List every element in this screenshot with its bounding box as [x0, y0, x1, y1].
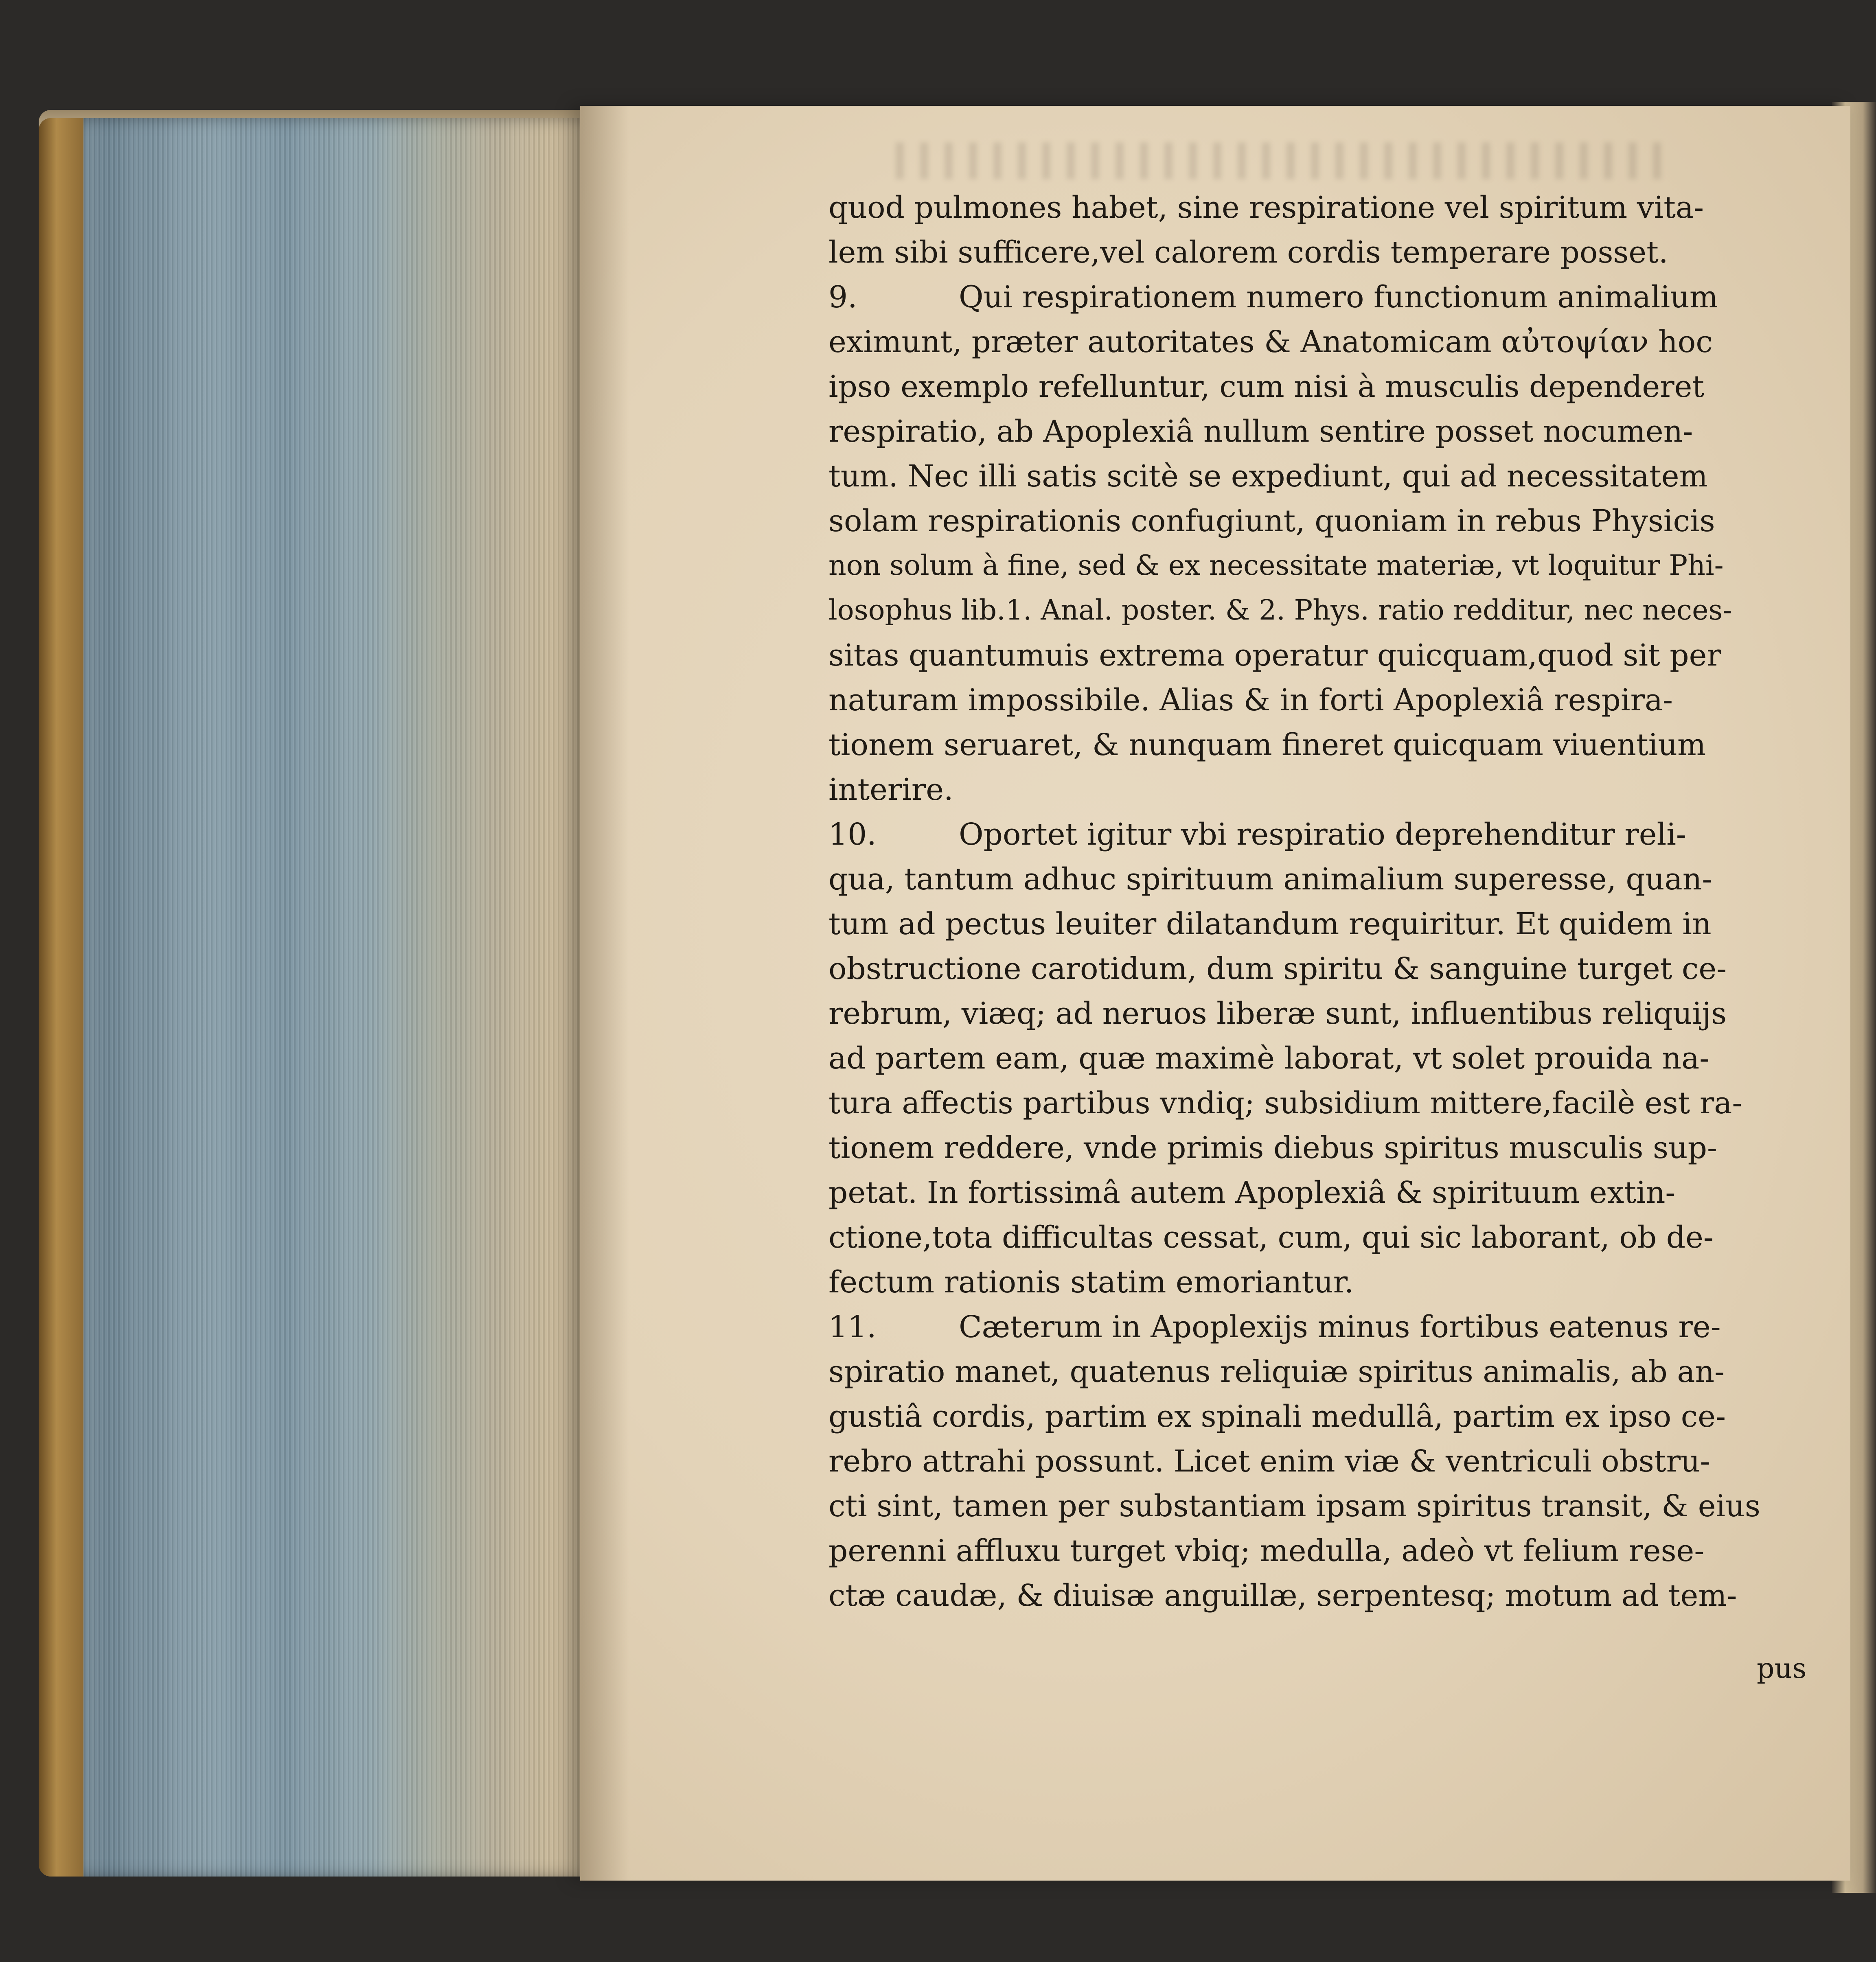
show-through-ink [896, 142, 1669, 179]
text-line: tum ad pectus leuiter dilatandum requiritur. Et quidem in [828, 907, 1712, 942]
text-line: qua, tantum adhuc spirituum animalium superesse, quan- [828, 862, 1712, 897]
text-line: ctæ caudæ, & diuisæ anguillæ, serpentesq; motum ad tem- [828, 1578, 1737, 1613]
text-line: ad partem eam, quæ maximè laborat, vt solet prouida na- [828, 1041, 1710, 1076]
text-line: 9. Qui respirationem numero functionum animalium [828, 275, 1806, 320]
text-line: solam respirationis confugiunt, quoniam in rebus Physicis [828, 504, 1715, 539]
text-line: spiratio manet, quatenus reliquiæ spiritus animalis, ab an- [828, 1354, 1725, 1389]
text-line: respiratio, ab Apoplexiâ nullum sentire posset nocumen- [828, 414, 1693, 449]
text-line: sitas quantumuis extrema operatur quicquam,quod sit per [828, 638, 1721, 673]
text-line: rebro attrahi possunt. Licet enim viæ & ventriculi obstru- [828, 1444, 1710, 1479]
text-line: tura affectis partibus vndiq; subsidium mittere,facilè est ra- [828, 1086, 1742, 1121]
text-line: fectum rationis statim emoriantur. [828, 1265, 1354, 1300]
page-gutter-shadow [580, 106, 629, 1881]
text-line: ipso exemplo refelluntur, cum nisi à musculis dependeret [828, 369, 1705, 404]
section-number-9: 9. [828, 280, 857, 315]
text-line: gustiâ cordis, partim ex spinali medullâ, partim ex ipso ce- [828, 1399, 1726, 1434]
catchword: pus [1757, 1653, 1807, 1685]
text-line: tionem seruaret, & nunquam fineret quicquam viuentium [828, 727, 1706, 762]
text-line: lem sibi sufficere,vel calorem cordis temperare posset. [828, 235, 1668, 270]
text-line: obstructione carotidum, dum spiritu & sanguine turget ce- [828, 951, 1727, 986]
text-line: interire. [828, 772, 953, 807]
book-fore-edge [39, 118, 592, 1877]
text-line: cti sint, tamen per substantiam ipsam spiritus transit, & eius [828, 1489, 1760, 1524]
text-line: perenni affluxu turget vbiq; medulla, adeò vt felium rese- [828, 1533, 1705, 1568]
text-line: non solum à fine, sed & ex necessitate materiæ, vt loquitur Phi- [828, 550, 1724, 582]
text-line: 11. Cæterum in Apoplexijs minus fortibus eatenus re- [828, 1305, 1806, 1349]
page-text [828, 185, 1806, 1618]
section-number-10: 10. [828, 817, 877, 852]
text-line: naturam impossibile. Alias & in forti Apoplexiâ respira- [828, 683, 1673, 718]
text-line: tionem reddere, vnde primis diebus spiritus musculis sup- [828, 1130, 1717, 1165]
book-binding [39, 118, 83, 1877]
section-number-11: 11. [828, 1309, 877, 1344]
text-line: rebrum, viæq; ad neruos liberæ sunt, influentibus reliquijs [828, 996, 1727, 1031]
text-line: petat. In fortissimâ autem Apoplexiâ & spirituum extin- [828, 1175, 1676, 1210]
text-line: quod pulmones habet, sine respiratione vel spiritum vita- [828, 190, 1704, 225]
text-line: 10. Oportet igitur vbi respiratio deprehenditur reli- [828, 812, 1806, 857]
text-line: ctione,tota difficultas cessat, cum, qui sic laborant, ob de- [828, 1220, 1714, 1255]
text-line: tum. Nec illi satis scitè se expediunt, qui ad necessitatem [828, 459, 1708, 494]
text-line: losophus lib.1. Anal. poster. & 2. Phys. ratio redditur, nec neces- [828, 594, 1732, 626]
text-line: eximunt, præter autoritates & Anatomicam αὐτοψίαν hoc [828, 324, 1713, 359]
